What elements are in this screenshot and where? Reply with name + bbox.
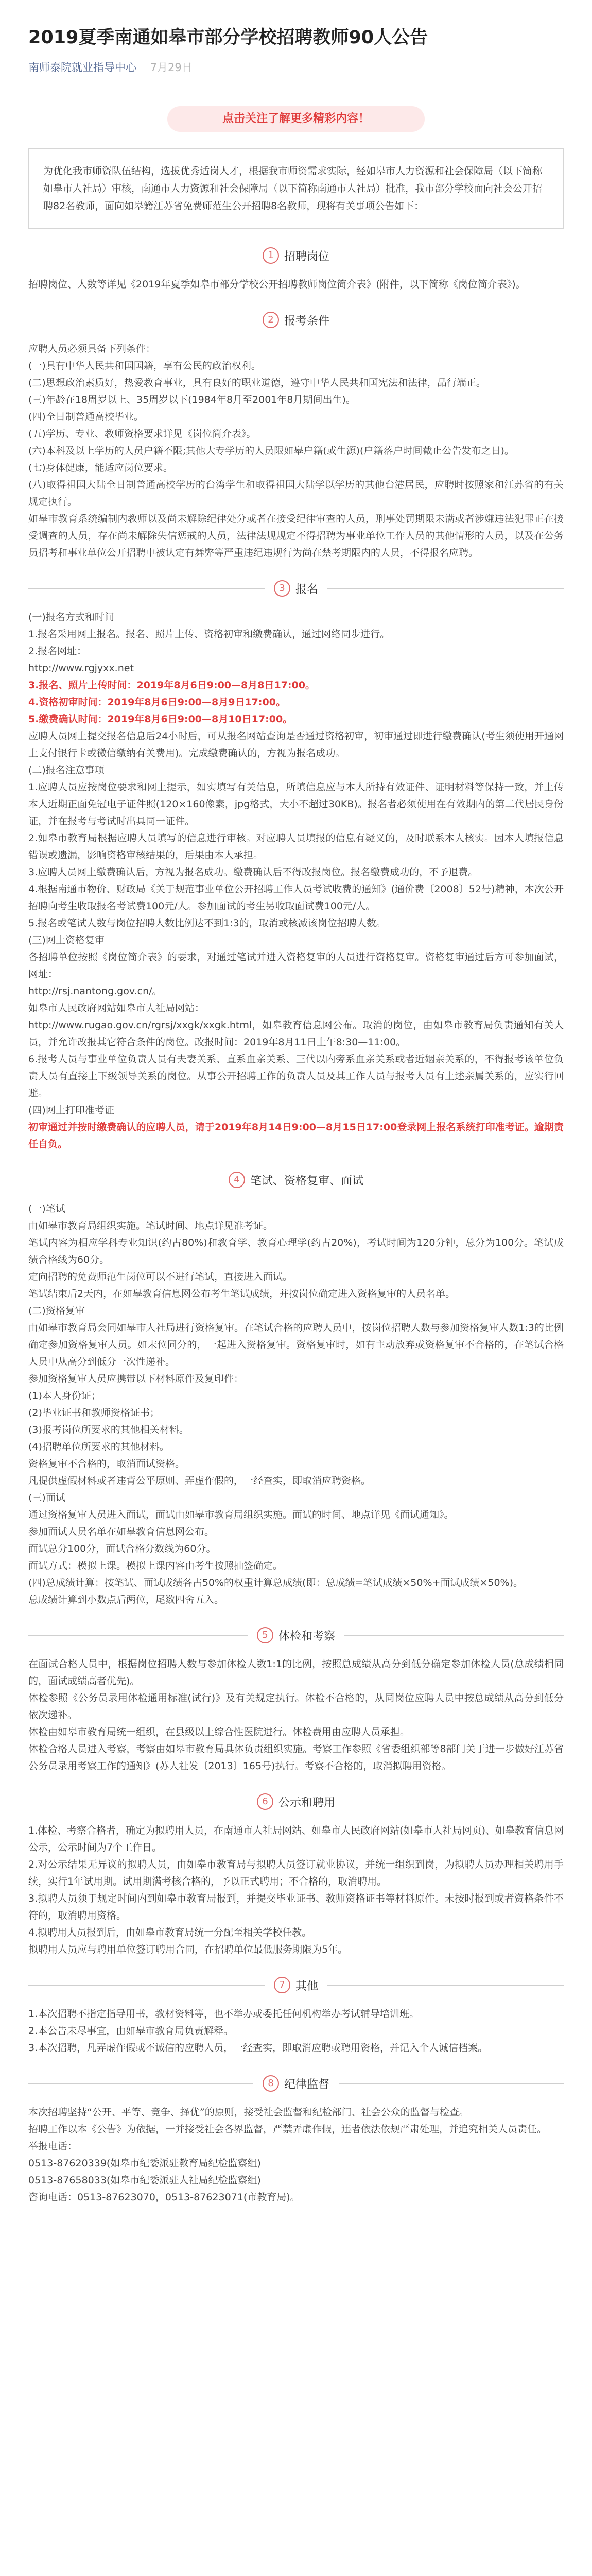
section-3-line: 各招聘单位按照《岗位简介表》的要求，对通过笔试并进入资格复审的人员进行资格复审。资格复审通过后方可参加面试，网址： (28, 952, 564, 980)
section-4-line: 定向招聘的免费师范生岗位可以不进行笔试，直接进入面试。 (28, 1271, 293, 1282)
section-2-body (28, 341, 564, 562)
section-5-line: 体检合格人员进入考察，考察由如皋市教育局具体负责组织实施。考察工作参照《省委组织部等8部门关于进一步做好江苏省公务员录用考察工作的通知》(苏人社发〔2013〕165号)执行。考察不合格的，取消拟聘用资格。 (28, 1743, 564, 1772)
section-number-5: 5 (257, 1627, 273, 1643)
section-3-line: 1.报名采用网上报名。报名、照片上传、资格初审和缴费确认，通过网络同步进行。 (28, 629, 390, 640)
article-date: 7月29日 (150, 61, 193, 74)
section-title-8: 纪律监督 (284, 2078, 330, 2091)
section-5-line: 体检由如皋市教育局统一组织，在县级以上综合性医院进行。体检费用由应聘人员承担。 (28, 1726, 410, 1738)
section-2-line: (一)具有中华人民共和国国籍，享有公民的政治权利。 (28, 360, 261, 371)
section-divider (327, 588, 564, 589)
section-number-2: 2 (263, 312, 279, 328)
section-4-line: (四)总成绩计算：按笔试、面试成绩各占50%的权重计算总成绩(即：总成绩=笔试成绩×50%+面试成绩×50%)。 (28, 1577, 524, 1588)
section-6-line: 2.对公示结果无异议的拟聘人员，由如皋市教育局与拟聘人员签订就业协议，并统一组织到岗，为拟聘人员办理相关聘用手续，实行1年试用期。试用期满考核合格的，予以正式聘用；不合格的，取消聘用。 (28, 1859, 564, 1887)
article-meta (28, 60, 564, 75)
section-4-line: (一)笔试 (28, 1203, 65, 1214)
section-number-7: 7 (274, 1977, 290, 1993)
phone-number[interactable]: 0513-87658033(如皋市纪委派驻人社局纪检监察组) (28, 2175, 261, 2186)
section-4-body (28, 1200, 564, 1608)
section-7-line: 2.本公告未尽事宜，由如皋市教育局负责解释。 (28, 2025, 234, 2037)
admission-ticket-time: 初审通过并按时缴费确认的应聘人员，请于2019年8月14日9:00—8月15日17:00登录网上报名系统打印准考证。逾期责任自负。 (28, 1122, 564, 1150)
section-header-8 (28, 2074, 564, 2093)
section-4-line: (二)资格复审 (28, 1305, 85, 1316)
section-header-4 (28, 1171, 564, 1189)
section-8-body (28, 2104, 564, 2206)
section-7-line: 1.本次招聘不指定指导用书，教材资料等，也不举办或委托任何机构举办考试辅导培训班。 (28, 2008, 420, 2020)
section-3-line: (一)报名方式和时间 (28, 612, 114, 623)
section-title-1: 招聘岗位 (284, 250, 330, 263)
phone-number[interactable]: 咨询电话：0513-87623070，0513-87623071(市教育局)。 (28, 2192, 300, 2203)
section-divider (28, 588, 265, 589)
section-1-text: 招聘岗位、人数等详见《2019年夏季如皋市部分学校公开招聘教师岗位简介表》(附件，以下简称《岗位简介表》)。 (28, 279, 526, 290)
section-7-line: 3.本次招聘，凡弄虚作假或不诚信的应聘人员，一经查实，即取消应聘或聘用资格，并记入个人诚信档案。 (28, 2042, 488, 2054)
rsj-url-link[interactable]: http://rsj.nantong.gov.cn/。 (28, 986, 162, 997)
section-5-body (28, 1656, 564, 1775)
section-2-line: (三)年龄在18周岁以上、35周岁以下(1984年8月至2001年8月期间出生)。 (28, 394, 356, 405)
section-4-line: 笔试结束后2天内，在如皋教育信息网公布考生笔试成绩，并按岗位确定进入资格复审的人员名单。 (28, 1288, 456, 1299)
section-divider (339, 2083, 564, 2084)
section-header-2 (28, 311, 564, 329)
section-5-line: 体检参照《公务员录用体检通用标准(试行)》及有关规定执行。体检不合格的，从同岗位应聘人员中按总成绩从高分到低分依次递补。 (28, 1692, 564, 1721)
article-title: 2019夏季南通如皋市部分学校招聘教师90人公告 (28, 27, 428, 48)
section-divider (327, 1985, 564, 1986)
section-4-line: 凡提供虚假材料或者违背公平原则、弄虚作假的，一经查实，即取消应聘资格。 (28, 1475, 371, 1486)
section-title-4: 笔试、资格复审、面试 (250, 1174, 364, 1188)
section-6-body (28, 1822, 564, 1958)
section-6-line: 3.拟聘人员须于规定时间内到如皋市教育局报到，并提交毕业证书、教师资格证书等材料原件。未按时报到或者资格条件不符的，取消聘用资格。 (28, 1893, 564, 1921)
section-title-7: 其他 (295, 1979, 319, 1993)
section-3-line: 2.报名网址： (28, 646, 87, 657)
section-6-line: 1.体检、考察合格者，确定为拟聘用人员，在南通市人社局网站、如皋市人民政府网站(如皋市人社局网页)、如皋教育信息网公示，公示时间为7个工作日。 (28, 1825, 564, 1853)
section-2-line: (六)本科及以上学历的人员户籍不限;其他大专学历的人员限如皋户籍(或生源)(户籍落户时间截止公告发布之日)。 (28, 445, 514, 456)
section-2-line: 如皋市教育系统编制内教师以及尚未解除纪律处分或者在接受纪律审查的人员，刑事处罚期限未满或者涉嫌违法犯罪正在接受调查的人员，存在尚未解除失信惩戒的人员，法律法规规定不得招聘为事业单位工作人员的其他情形的人员，以及在公务员招考和事业单位公开招聘中被认定有舞弊等严重违纪违规行为尚在禁考期限内的人员，不得报名应聘。 (28, 513, 564, 558)
section-3-line: 5.报名或笔试人数与岗位招聘人数比例达不到1:3的，取消或核减该岗位招聘人数。 (28, 918, 386, 929)
section-divider (28, 1985, 265, 1986)
section-4-line: 参加面试人员名单在如皋教育信息网公布。 (28, 1526, 215, 1537)
section-4-line: 由如皋市教育局组织实施。笔试时间、地点详见准考证。 (28, 1220, 273, 1231)
section-4-line: 通过资格复审人员进入面试，面试由如皋市教育局组织实施。面试的时间、地点详见《面试通知》。 (28, 1509, 454, 1520)
section-header-1 (28, 246, 564, 265)
section-divider (28, 1635, 248, 1636)
section-5-line: 在面试合格人员中，根据岗位招聘人数与参加体检人数1:1的比例，按照总成绩从高分到低分确定参加体检人员(总成绩相同的，面试成绩高者优先)。 (28, 1658, 564, 1687)
section-4-line: 总成绩计算到小数点后两位，尾数四舍五入。 (28, 1594, 224, 1605)
section-header-3 (28, 579, 564, 598)
section-number-4: 4 (229, 1172, 245, 1188)
section-header-5 (28, 1626, 564, 1645)
section-number-6: 6 (257, 1793, 273, 1810)
section-3-line: (三)网上资格复审 (28, 935, 105, 946)
signup-time: 3.报名、照片上传时间：2019年8月6日9:00—8月8日17:00。 (28, 680, 315, 691)
section-4-line: (4)招聘单位所要求的其他材料。 (28, 1441, 169, 1452)
section-3-line: 应聘人员网上提交报名信息后24小时后，可从报名网站查询是否通过资格初审，初审通过即进行缴费确认(考生须使用开通网上支付银行卡或微信缴纳有关费用)。完成缴费确认的，方视为报名成功。 (28, 731, 564, 759)
section-3-line: 2.如皋市教育局根据应聘人员填写的信息进行审核。对应聘人员填报的信息有疑义的，及时联系本人核实。因本人填报信息错误或遗漏，影响资格审核结果的，后果由本人承担。 (28, 833, 564, 861)
section-number-8: 8 (263, 2075, 279, 2092)
section-title-6: 公示和聘用 (278, 1796, 336, 1809)
section-divider (28, 2083, 253, 2084)
section-title-5: 体检和考察 (278, 1630, 336, 1643)
section-number-3: 3 (274, 580, 290, 597)
section-title-2: 报考条件 (284, 314, 330, 328)
section-2-line: (四)全日制普通高校毕业。 (28, 411, 144, 422)
section-3-line: (二)报名注意事项 (28, 765, 105, 776)
section-3-line: 3.应聘人员网上缴费确认后，方视为报名成功。缴费确认后不得改报岗位。报名缴费成功的，不予退费。 (28, 867, 478, 878)
section-4-line: 资格复审不合格的，取消面试资格。 (28, 1458, 185, 1469)
article-source-link[interactable]: 南师泰院就业指导中心 (28, 61, 136, 74)
section-4-line: 笔试内容为相应学科专业知识(约占80%)和教育学、教育心理学(约占20%)，考试时间为120分钟，总分为100分。笔试成绩合格线为60分。 (28, 1237, 564, 1265)
section-3-line: (四)网上打印准考证 (28, 1105, 114, 1116)
section-8-line: 招聘工作以本《公告》为依据，一并接受社会各界监督，严禁弄虚作假，违者依法依规严肃处理，并追究相关人员责任。 (28, 2124, 547, 2135)
intro-box: 为优化我市师资队伍结构，选拔优秀适岗人才，根据我市师资需求实际，经如皋市人力资源和社会保障局（以下简称如皋市人社局）审核，南通市人力资源和社会保障局（以下简称南通市人社局）批准，我市部分学校面向社会公开招聘82名教师，面向如皋籍江苏省免费师范生公开招聘8名教师，现将有关事项公告如下： (28, 148, 564, 229)
section-divider (344, 1635, 564, 1636)
section-number-1: 1 (263, 247, 279, 264)
section-8-line: 本次招聘坚持“公开、平等、竞争、择优”的原则，接受社会监督和纪检部门、社会公众的监督与检查。 (28, 2107, 469, 2118)
section-4-line: 由如皋市教育局会同如皋市人社局进行资格复审。在笔试合格的应聘人员中，按岗位招聘人数与参加资格复审人数1:3的比例确定参加资格复审人员。如末位同分的，一起进入资格复审。资格复审时，如有主动放弃或资格复审不合格的，在笔试合格人员中从高分到低分一次性递补。 (28, 1322, 564, 1367)
section-header-6 (28, 1792, 564, 1811)
section-6-line: 4.拟聘用人员报到后，由如皋市教育局统一分配至相关学校任教。 (28, 1927, 312, 1938)
section-4-line: (1)本人身份证； (28, 1390, 101, 1401)
section-6-line: 拟聘用人员应与聘用单位签订聘用合同，在招聘单位最低服务期限为5年。 (28, 1944, 348, 1955)
section-4-line: (三)面试 (28, 1492, 65, 1503)
section-2-line: (八)取得祖国大陆全日制普通高校学历的台湾学生和取得祖国大陆学以学历的其他台港居民，应聘时按照家和江苏省的有关规定执行。 (28, 479, 564, 507)
section-2-line: (五)学历、专业、教师资格要求详见《岗位简介表》。 (28, 428, 256, 439)
section-2-line: 应聘人员必须具备下列条件： (28, 343, 156, 354)
payment-time: 5.缴费确认时间：2019年8月6日9:00—8月10日17:00。 (28, 714, 293, 725)
section-4-line: 面试方式：模拟上课。模拟上课内容由考生按照抽签确定。 (28, 1560, 283, 1571)
section-title-3: 报名 (295, 583, 319, 596)
rugao-url-link[interactable]: http://www.rugao.gov.cn/rgrsj/xxgk/xxgk.html，如皋教育信息网公布。取消的岗位，由如皋市教育局负责通知有关人员，并允许改报其它符合条件的岗位。改报时间：2019年8月11日上午8:30—11:00。 (28, 1020, 564, 1048)
section-header-7 (28, 1976, 564, 1994)
section-4-line: 参加资格复审人员应携带以下材料原件及复印件： (28, 1373, 244, 1384)
section-3-line: 4.根据南通市物价、财政局《关于规范事业单位公开招聘工作人员考试收费的通知》(通价费〔2008〕52号)精神，本次公开招聘向考生收取报名考试费100元/人。参加面试的考生另收取面试费100元/人。 (28, 884, 564, 912)
phone-number[interactable]: 0513-87620339(如皋市纪委派驻教育局纪检监察组) (28, 2158, 261, 2169)
section-4-line: 面试总分100分，面试合格分数线为60分。 (28, 1543, 216, 1554)
section-3-body (28, 609, 564, 1153)
section-3-line: 如皋市人民政府网站如皋市人社局网站： (28, 1003, 205, 1014)
registration-url-link[interactable]: http://www.rgjyxx.net (28, 663, 134, 674)
section-7-body (28, 2006, 564, 2057)
review-time: 4.资格初审时间：2019年8月6日9:00—8月9日17:00。 (28, 697, 286, 708)
section-3-line: 1.应聘人员应按岗位要求和网上提示，如实填写有关信息，所填信息应与本人所持有效证件、证明材料等保持一致，并上传本人近期正面免冠电子证件照(120×160像素，jpg格式，大小不超过30KB)。报名者必须使用在有效期内的第二代居民身份证，并在报考与考试时出具同一证件。 (28, 782, 564, 827)
section-3-line: 6.报考人员与事业单位负责人员有夫妻关系、直系血亲关系、三代以内旁系血亲关系或者近姻亲关系的，不得报考该单位负责人员有直接上下级领导关系的岗位。从事公开招聘工作的负责人员及其工作人员与报考人员有上述亲属关系的，应实行回避。 (28, 1054, 564, 1099)
follow-banner[interactable]: 点击关注了解更多精彩内容！ (167, 106, 425, 132)
section-4-line: (2)毕业证书和教师资格证书； (28, 1407, 160, 1418)
section-2-line: (二)思想政治素质好，热爱教育事业，具有良好的职业道德，遵守中华人民共和国宪法和法律，品行端正。 (28, 377, 486, 388)
section-4-line: (3)报考岗位所要求的其他相关材料。 (28, 1424, 189, 1435)
section-8-line: 举报电话： (28, 2141, 78, 2152)
section-2-line: (七)身体健康，能适应岗位要求。 (28, 462, 173, 473)
